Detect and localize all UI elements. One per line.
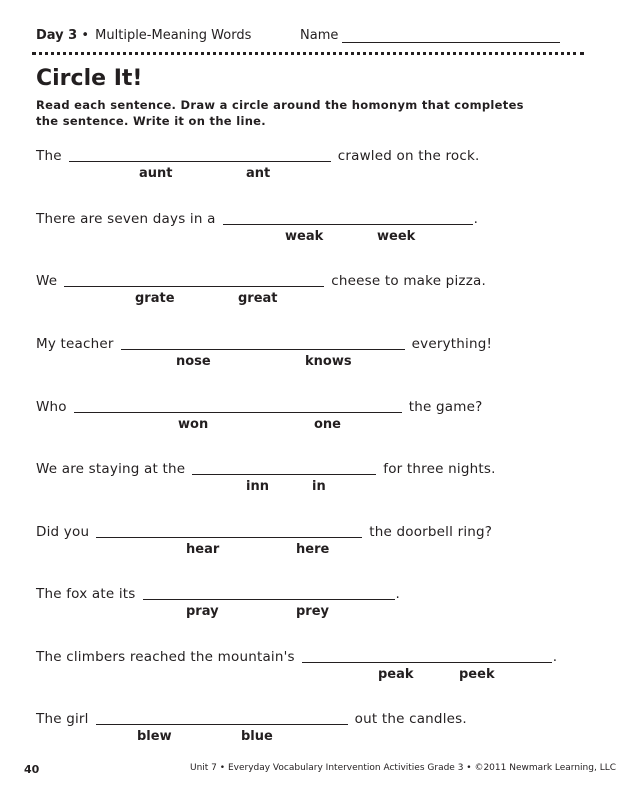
question-item — [36, 711, 576, 751]
choice-word[interactable]: blue — [241, 729, 273, 744]
question-item — [36, 148, 576, 188]
topic-label: Multiple-Meaning Words — [95, 28, 252, 43]
sentence — [36, 211, 478, 227]
sentence-before: The climbers reached the mountain's — [36, 649, 295, 665]
sentence-after: the game? — [408, 399, 483, 415]
choice-word[interactable]: peek — [459, 667, 495, 682]
sentence-before: Did you — [36, 524, 90, 540]
sentence — [36, 273, 486, 289]
instructions: Read each sentence. Draw a circle around the homonym that completes the sentence. Write it on the line. — [36, 98, 524, 128]
answer-blank[interactable] — [302, 650, 552, 663]
name-label: Name — [300, 28, 339, 43]
sentence-after: . — [395, 586, 401, 602]
sentence — [36, 649, 557, 665]
day-label: Day 3 — [36, 28, 78, 43]
choice-word[interactable]: knows — [305, 354, 352, 369]
sentence-after: crawled on the rock. — [337, 148, 480, 164]
choice-word[interactable]: one — [314, 417, 342, 432]
question-item — [36, 524, 576, 564]
choice-word[interactable]: great — [238, 291, 278, 306]
sentence-before: We — [36, 273, 58, 289]
question-item — [36, 399, 576, 439]
answer-blank[interactable] — [96, 712, 348, 725]
answer-blank[interactable] — [74, 400, 402, 413]
dotted-divider — [32, 52, 584, 55]
answer-blank[interactable] — [64, 274, 324, 287]
name-field[interactable] — [300, 28, 560, 43]
question-item — [36, 586, 576, 626]
sentence-before: The — [36, 148, 62, 164]
page-number: 40 — [24, 763, 40, 776]
sentence-after: cheese to make pizza. — [331, 273, 486, 289]
sentence — [36, 461, 496, 477]
answer-blank[interactable] — [96, 525, 362, 538]
sentence-after: . — [473, 211, 479, 227]
choice-word[interactable]: ant — [246, 166, 271, 181]
sentence-before: We are staying at the — [36, 461, 186, 477]
answer-blank[interactable] — [121, 337, 405, 350]
choice-word[interactable]: won — [178, 417, 209, 432]
answer-blank[interactable] — [69, 149, 331, 162]
question-item — [36, 336, 576, 376]
name-line[interactable] — [342, 30, 560, 43]
worksheet-header — [36, 28, 566, 46]
question-item — [36, 649, 576, 689]
sentence-before: The fox ate its — [36, 586, 136, 602]
choice-word[interactable]: prey — [296, 604, 330, 619]
choice-word[interactable]: weak — [285, 229, 324, 244]
answer-blank[interactable] — [223, 212, 473, 225]
question-item — [36, 461, 576, 501]
sentence-after: . — [552, 649, 558, 665]
sentence-after: for three nights. — [383, 461, 496, 477]
sentence — [36, 586, 400, 602]
page-title: Circle It! — [36, 66, 143, 91]
choice-word[interactable]: grate — [135, 291, 175, 306]
sentence-after: the doorbell ring? — [369, 524, 493, 540]
choice-word[interactable]: in — [312, 479, 326, 494]
choice-word[interactable]: peak — [378, 667, 414, 682]
sentence — [36, 399, 482, 415]
choice-word[interactable]: week — [377, 229, 416, 244]
choice-word[interactable]: pray — [186, 604, 219, 619]
sentence-before: My teacher — [36, 336, 114, 352]
choice-word[interactable]: here — [296, 542, 330, 557]
choice-word[interactable]: blew — [137, 729, 172, 744]
footer-credit: Unit 7 • Everyday Vocabulary Intervention Activities Grade 3 • ©2011 Newmark Learning, LLC — [190, 763, 617, 773]
sentence — [36, 524, 492, 540]
sentence-after: out the candles. — [354, 711, 467, 727]
sentence — [36, 711, 467, 727]
answer-blank[interactable] — [143, 587, 395, 600]
sentence — [36, 148, 480, 164]
sentence-before: Who — [36, 399, 67, 415]
sentence — [36, 336, 492, 352]
question-item — [36, 211, 576, 251]
question-item — [36, 273, 576, 313]
choice-word[interactable]: aunt — [139, 166, 173, 181]
choice-word[interactable]: inn — [246, 479, 269, 494]
sentence-before: The girl — [36, 711, 89, 727]
answer-blank[interactable] — [192, 462, 376, 475]
sentence-after: everything! — [411, 336, 493, 352]
sentence-before: There are seven days in a — [36, 211, 216, 227]
header-separator: • — [81, 28, 90, 43]
choice-word[interactable]: nose — [176, 354, 211, 369]
choice-word[interactable]: hear — [186, 542, 220, 557]
